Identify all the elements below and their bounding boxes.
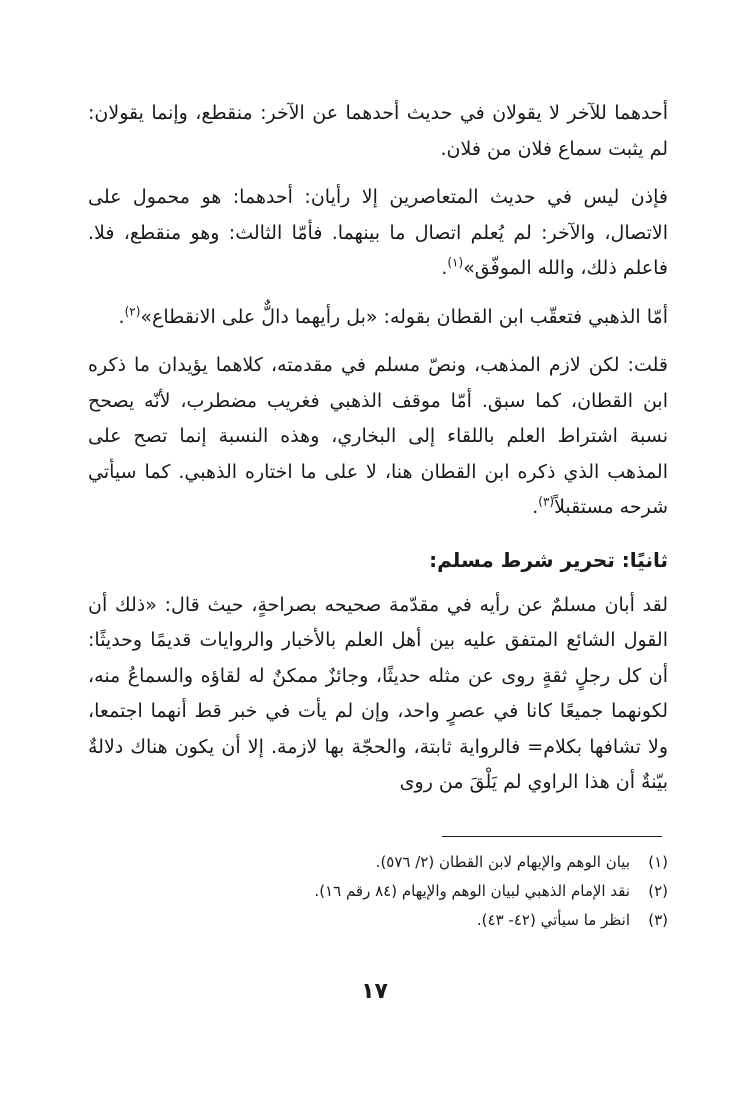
- footnote-text: نقد الإمام الذهبي لبيان الوهم والإيهام (٨٤ رقم ١٦).: [314, 882, 630, 900]
- footnotes: [88, 848, 668, 935]
- section-heading: ثانيًا: تحرير شرط مسلم:: [429, 547, 668, 572]
- footnote-2: [88, 877, 668, 906]
- footnote-number: (٣): [648, 911, 668, 929]
- paragraph-3-text: أمّا الذهبي فتعقّب ابن القطان بقوله: «بل رأيهما دالٌّ على الانقطاع»: [140, 305, 668, 328]
- paragraph-1: [88, 96, 668, 167]
- footnote-1: [88, 848, 668, 877]
- paragraph-5-text: لقد أبان مسلمٌ عن رأيه في مقدّمة صحيحه بصراحةٍ، حيث قال: «ذلك أن القول الشائع المتفق عليه بين أهل العلم بالأخبار والروايات قديمًا وحديثًا: أن كل رجلٍ ثقةٍ روى عن مثله حديثًا، وجائزٌ ممكنٌ له لقاؤه والسماعُ منه، لكونهما جميعًا كانا في عصرٍ واحد، وإن لم يأت في خبر قط أنهما اجتمعا، ولا تشافها بكلام= فالرواية ثابتة، والحجّة بها لازمة. إلا أن يكون هناك دلالةٌ بيّنةٌ أن هذا الراوي لم يَلْقَ من روى: [88, 593, 668, 793]
- page-number: ١٧: [361, 979, 388, 1004]
- paragraph-3: [88, 300, 668, 336]
- paragraph-4: [88, 348, 668, 526]
- paragraph-3-end: .: [118, 305, 125, 328]
- paragraph-4-end: .: [532, 496, 539, 518]
- page-body: [88, 96, 668, 801]
- paragraph-2-text: فإذن ليس في حديث المتعاصرين إلا رأيان: أحدهما: هو محمول على الاتصال، والآخر: لم يُعلم اتصال ما بينهما. فأمّا الثالث: وهو منقطع، فلا. فاعلم ذلك، والله الموفّق»: [88, 186, 668, 279]
- footnote-3: [88, 906, 668, 935]
- footnote-ref-1[interactable]: (١): [447, 255, 464, 270]
- footnote-ref-3[interactable]: (٣): [538, 494, 555, 509]
- paragraph-1-text: أحدهما للآخر لا يقولان في حديث أحدهما عن الآخر: منقطع، وإنما يقولان: لم يثبت سماع فلان من فلان.: [88, 102, 668, 160]
- footnote-text: بيان الوهم والإيهام لابن القطان (٢/ ٥٧٦).: [375, 853, 630, 871]
- paragraph-2: [88, 180, 668, 287]
- footnote-number: (١): [648, 853, 668, 871]
- paragraph-5: [88, 588, 668, 801]
- footnote-number: (٢): [648, 882, 668, 900]
- paragraph-4-text: قلت: لكن لازم المذهب، ونصّ مسلم في مقدمته، كلاهما يؤيدان ما ذكره ابن القطان، كما سبق. أمّا موقف الذهبي فغريب مضطرب، لأنّه يصحح نسبة اشتراط العلم باللقاء إلى البخاري، وهذه النسبة إنما تصح على المذهب الذي ذكره ابن القطان هنا، لا على ما اختاره الذهبي. كما سيأتي شرحه مستقبلاً: [88, 354, 668, 518]
- footnote-ref-2[interactable]: (٢): [124, 304, 141, 319]
- footnote-text: انظر ما سيأتي (٤٢- ٤٣).: [476, 911, 630, 929]
- paragraph-2-end: .: [441, 257, 448, 279]
- footnote-divider: [442, 836, 662, 837]
